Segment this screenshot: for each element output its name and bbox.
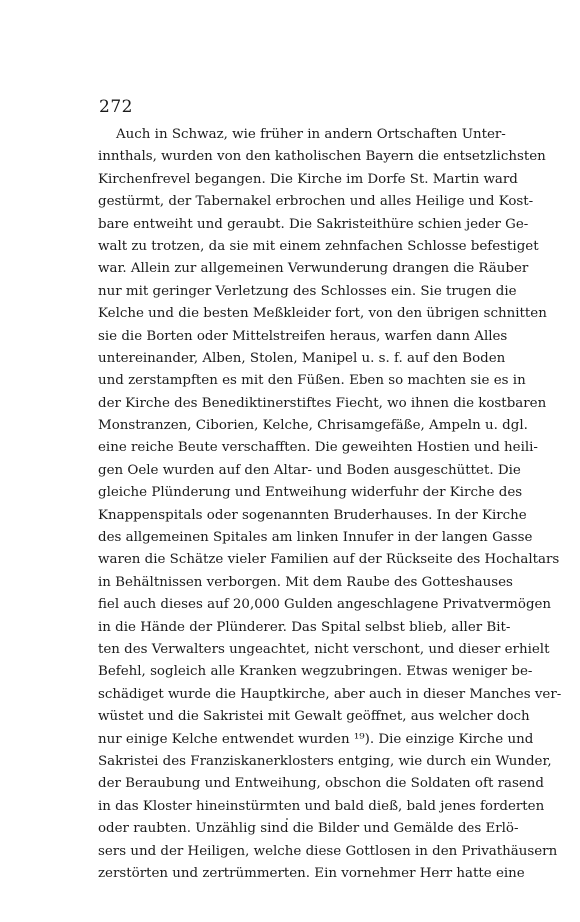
text-line: Kelche und die besten Meßkleider fort, von den übrigen schnitten: [98, 306, 547, 322]
text-line: des allgemeinen Spitales am linken Innufer in der langen Gasse: [98, 530, 533, 546]
text-line: Auch in Schwaz, wie früher in andern Ortschaften Unter-: [116, 127, 506, 142]
text-line: oder raubten. Unzählig sind die Bilder und Gemälde des Erlö-: [98, 821, 519, 837]
text-line: in das Kloster hineinstürmten und bald dieß, bald jenes forderten: [98, 798, 545, 814]
text-line: in die Hände der Plünderer. Das Spital selbst blieb, aller Bit-: [98, 619, 511, 635]
body-text: [98, 124, 562, 885]
text-line: Monstranzen, Ciborien, Kelche, Chrisamgefäße, Ampeln u. dgl.: [98, 418, 528, 434]
text-line: gestürmt, der Tabernakel erbrochen und alles Heilige und Kost-: [98, 194, 534, 210]
text-line: Kirchenfrevel begangen. Die Kirche im Dorfe St. Martin ward: [98, 171, 518, 187]
text-line: sers und der Heiligen, welche diese Gottlosen in den Privathäusern: [98, 843, 558, 859]
text-line: waren die Schätze vieler Familien auf der Rückseite des Hochaltars: [98, 552, 560, 568]
text-line: gleiche Plünderung und Entweihung widerfuhr der Kirche des: [98, 485, 523, 501]
text-line: sie die Borten oder Mittelstreifen heraus, warfen dann Alles: [98, 328, 508, 344]
text-line: Knappenspitals oder sogenannten Bruderhauses. In der Kirche: [98, 507, 527, 523]
page-number: 272: [99, 97, 133, 117]
text-line: war. Allein zur allgemeinen Verwunderung drangen die Räuber: [98, 261, 529, 277]
text-line: bare entweiht und geraubt. Die Sakristeithüre schien jeder Ge-: [98, 216, 529, 232]
text-line: in Behältnissen verborgen. Mit dem Raube des Gotteshauses: [98, 574, 513, 590]
text-line: nur einige Kelche entwendet wurden ¹⁹). Die einzige Kirche und: [98, 731, 534, 747]
text-line: und zerstampften es mit den Füßen. Eben so machten sie es in: [98, 373, 526, 389]
text-line: zerstörten und zertrümmerten. Ein vornehmer Herr hatte eine: [98, 865, 525, 881]
text-line: eine reiche Beute verschafften. Die geweihten Hostien und heili-: [98, 440, 538, 456]
text-line: fiel auch dieses auf 20,000 Gulden angeschlagene Privatvermögen: [98, 597, 552, 613]
text-line: der Kirche des Benediktinerstiftes Fiecht, wo ihnen die kostbaren: [98, 395, 547, 411]
text-line: wüstet und die Sakristei mit Gewalt geöffnet, aus welcher doch: [98, 709, 530, 725]
text-line: Befehl, sogleich alle Kranken wegzubringen. Etwas weniger be-: [98, 664, 533, 680]
text-line: innthals, wurden von den katholischen Bayern die entsetzlichsten: [98, 149, 546, 165]
text-line: Sakristei des Franziskanerklosters entging, wie durch ein Wunder,: [98, 753, 552, 769]
text-line: walt zu trotzen, da sie mit einem zehnfachen Schlosse befestiget: [98, 238, 539, 254]
text-line: der Beraubung und Entweihung, obschon die Soldaten oft rasend: [98, 776, 544, 792]
text-line: untereinander, Alben, Stolen, Manipel u. s. f. auf den Boden: [98, 350, 506, 366]
text-line: schädiget wurde die Hauptkirche, aber auch in dieser Manches ver-: [98, 686, 562, 702]
text-line: nur mit geringer Verletzung des Schlosses ein. Sie trugen die: [98, 283, 517, 299]
text-line: gen Oele wurden auf den Altar- und Boden ausgeschüttet. Die: [98, 462, 521, 478]
ink-speck: [286, 818, 288, 820]
text-line: ten des Verwalters ungeachtet, nicht verschont, und dieser erhielt: [98, 641, 550, 657]
